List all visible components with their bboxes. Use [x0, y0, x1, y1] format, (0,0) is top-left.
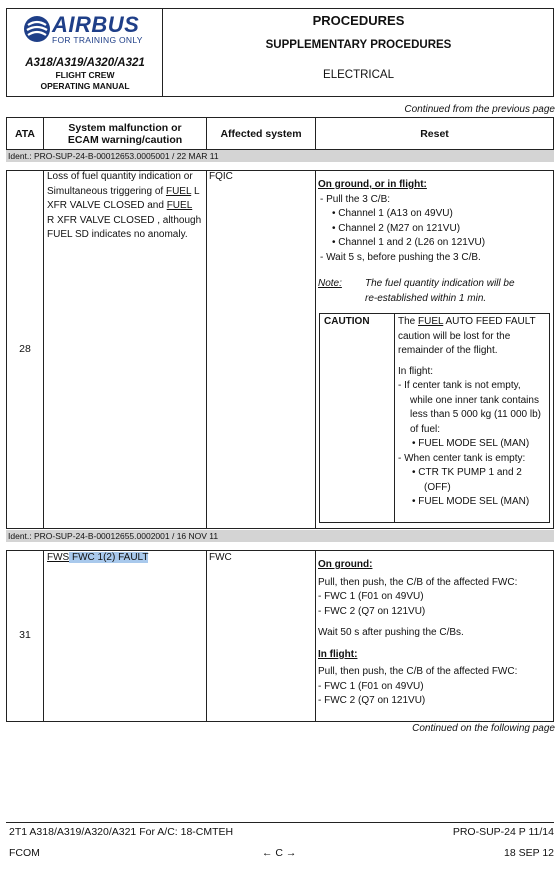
fws-link[interactable]: FWS: [47, 552, 70, 563]
row1-malfunction-text: Loss of fuel quantity indication or Simultaneous triggering of FUEL L XFR VALVE CLOSED and FUEL R XFR VALVE CLOSED , although FUEL SD indicates no anomaly.: [47, 171, 202, 240]
col-header-malfunction: [43, 117, 207, 150]
row1-affected: FQIC: [209, 171, 233, 182]
fuel-link[interactable]: FUEL: [165, 185, 192, 197]
manual-name-line2: OPERATING MANUAL: [40, 81, 130, 91]
section-name: ELECTRICAL: [323, 69, 394, 81]
airbus-logo-icon: [22, 14, 52, 44]
footer-fcom: FCOM: [9, 847, 40, 859]
row1-affected-cell: [206, 170, 316, 529]
row2-malfunction-cell: [43, 550, 207, 722]
col-header-reset: Reset: [315, 117, 554, 150]
footer-page-ref: PRO-SUP-24 P 11/14: [452, 826, 554, 838]
page-subtitle: SUPPLEMENTARY PROCEDURES: [265, 39, 452, 51]
row1-ata-cell: [6, 170, 44, 529]
continued-from-note: Continued from the previous page: [404, 104, 555, 115]
fuel-link[interactable]: FUEL: [166, 200, 193, 211]
note-text: The fuel quantity indication will be re-established within 1 min.: [365, 278, 515, 304]
row2-affected-cell: [206, 550, 316, 722]
footer-divider: [6, 822, 554, 823]
manual-name-line1: FLIGHT CREW: [55, 70, 115, 80]
on-ground-heading: On ground:: [318, 559, 373, 570]
row2-ata: 31: [19, 629, 31, 641]
row2-reset: On ground: Pull, then push, the C/B of the affected FWC: - FWC 1 (F01 on 49VU) - FWC 2 (Q7 on 121VU) Wait 50 s after pushing the C/Bs. In flight: Pull, then push, the C/B of the affected FWC: - FWC 1 (F01 on 49VU) - FWC 2 (Q7 on 121VU): [318, 558, 552, 709]
condition-heading: On ground, or in flight:: [318, 179, 427, 190]
highlighted-warning: FWC 1(2) FAULT: [69, 552, 149, 563]
footer-date: 18 SEP 12: [503, 847, 554, 859]
note-label: Note:: [318, 278, 342, 289]
in-flight-heading: In flight:: [318, 648, 358, 660]
fuel-link[interactable]: FUEL: [418, 316, 444, 327]
col-header-ata: ATA: [6, 117, 44, 150]
col-header-affected: Affected system: [206, 117, 316, 150]
col-header-malfunction-2: ECAM warning/caution: [67, 133, 183, 146]
row2-affected: FWC: [209, 552, 232, 563]
footer-aircraft: 2T1 A318/A319/A320/A321 For A/C: 18-CMTEH: [9, 826, 234, 838]
continued-on-note: Continued on the following page: [412, 723, 555, 734]
caution-label: CAUTION: [324, 316, 370, 327]
row1-reset: On ground, or in flight: - Pull the 3 C/B: • Channel 1 (A13 on 49VU) • Channel 2 (M27 on 121VU) • Channel 1 and 2 (L26 on 121VU) - Wait 5 s, before pushing the 3 C/B.: [318, 178, 552, 265]
aircraft-models: A318/A319/A320/A321: [25, 57, 145, 69]
row1-ata: 28: [19, 343, 31, 355]
ident-row-2: Ident.: PRO-SUP-24-B-00012655.0002001 / 16 NOV 11: [6, 530, 554, 542]
logo-subtitle: FOR TRAINING ONLY: [52, 35, 143, 45]
caution-divider: [394, 313, 395, 523]
page-title: PROCEDURES: [312, 13, 405, 28]
logo-text: AIRBUS: [52, 12, 140, 37]
row2-malfunction-text: [47, 551, 148, 566]
ident-row-1: Ident.: PRO-SUP-24-B-00012653.0005001 / 22 MAR 11: [6, 150, 554, 162]
footer-change-marker: ← C →: [262, 847, 297, 859]
caution-text: The FUEL AUTO FEED FAULT caution will be lost for the remainder of the flight. In flight: - If center tank is not empty, while one inner tank contains less than 5 000 kg (11 000 lb) of fuel: • FUEL MODE SEL (MAN) - When center tank is empty: • CTR TK PUMP 1 and 2 (OFF) • FUEL MODE SEL (MAN): [398, 316, 542, 507]
row2-ata-cell: [6, 550, 44, 722]
col-header-malfunction-1: System malfunction or: [68, 121, 182, 134]
